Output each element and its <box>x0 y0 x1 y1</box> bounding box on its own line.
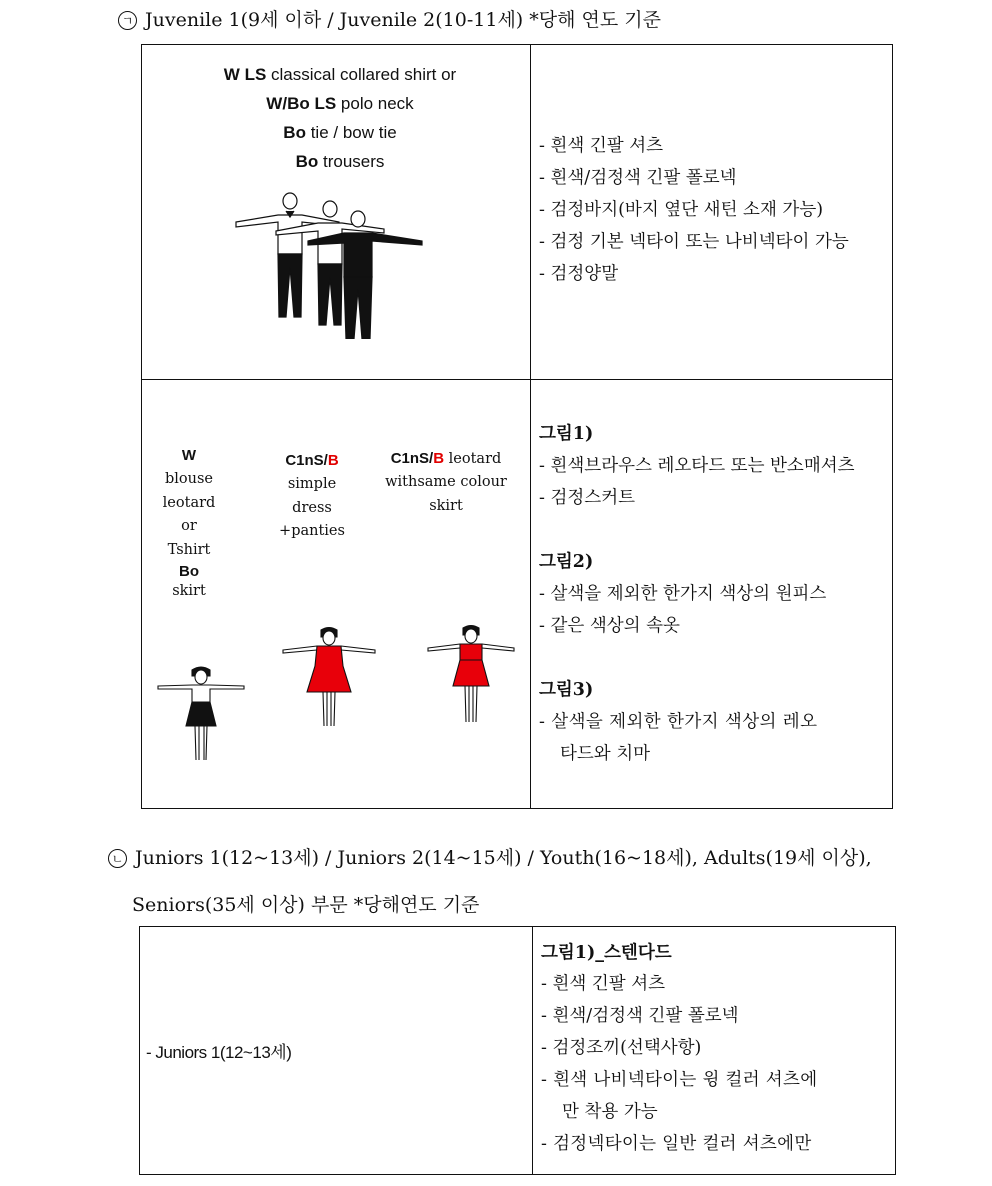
juniors-right-cell <box>533 938 895 1160</box>
group-title: 그림1) <box>539 424 594 444</box>
girls-fig1-caption <box>154 444 224 601</box>
fig2-line: simple <box>287 476 337 492</box>
fig1-line: blouse <box>164 471 213 487</box>
section1-heading-text: Juvenile 1(9세 이하 / Juvenile 2(10-11세) *당해 연도 기준 <box>145 9 661 31</box>
list-item-continuation: 타드와 치마 <box>560 744 651 764</box>
girls-fig2-caption <box>262 449 362 544</box>
girl-figure-blouse-skirt <box>156 664 246 764</box>
group-1 <box>539 418 893 514</box>
girls-fig3-caption <box>380 446 512 518</box>
girls-figure-cell <box>142 380 530 809</box>
group-list <box>539 578 893 642</box>
list-item: - 살색을 제외한 한가지 색상의 레오 <box>539 706 893 738</box>
list-item: - 검정 기본 넥타이 또는 나비넥타이 가능 <box>539 226 893 258</box>
fig3-line: skirt <box>429 497 463 514</box>
boys-caption-line: W/Bo LS polo neck <box>266 94 414 113</box>
fig1-line: or <box>181 518 197 534</box>
juniors-item-list <box>541 968 895 1160</box>
juniors-left-cell <box>146 927 532 1174</box>
list-item: - 흰색브라우스 레오타드 또는 반소매셔츠 <box>539 450 893 482</box>
list-item-continuation: 만 착용 가능 <box>562 1102 658 1122</box>
list-item: - 흰색/검정색 긴팔 폴로넥 <box>539 162 893 194</box>
list-item: - 흰색 나비넥타이는 윙 컬러 셔츠에 <box>541 1064 895 1096</box>
group-list <box>539 450 893 514</box>
section2-heading-line2: Seniors(35세 이상) 부문 *당해연도 기준 <box>132 894 480 916</box>
group-title: 그림3) <box>539 680 594 700</box>
list-item: - 검정양말 <box>539 258 893 290</box>
section2-marker: ㄴ <box>108 849 127 868</box>
group-list <box>539 706 893 770</box>
list-item: - 검정조끼(선택사항) <box>541 1032 895 1064</box>
section1-heading <box>118 11 661 30</box>
list-item: - 흰색 긴팔 셔츠 <box>541 968 895 1000</box>
boys-item-list <box>531 130 893 290</box>
list-item: - 살색을 제외한 한가지 색상의 원피스 <box>539 578 893 610</box>
section1-marker: ㄱ <box>118 11 137 30</box>
fig2-line: dress <box>292 499 332 516</box>
section2-heading <box>108 849 872 868</box>
list-item: - 검정바지(바지 옆단 새틴 소재 가능) <box>539 194 893 226</box>
group-title: 그림1)_스텐다드 <box>541 943 672 963</box>
girl-figure-red-leotard-skirt <box>426 624 516 728</box>
list-item: - 흰색 긴팔 셔츠 <box>539 130 893 162</box>
fig1-line: leotard <box>162 494 216 511</box>
group-3 <box>539 674 893 770</box>
boys-caption <box>142 60 538 176</box>
list-item: - 같은 색상의 속옷 <box>539 610 893 642</box>
fig1-code: W <box>181 447 197 464</box>
list-item: - 검정스커트 <box>539 482 893 514</box>
juniors-category: - Juniors 1(12~13세) <box>146 1043 292 1062</box>
girl-figure-red-dress <box>281 626 377 730</box>
fig2-code: C1nS/B <box>285 452 339 469</box>
section2-heading-line1: Juniors 1(12~13세) / Juniors 2(14~15세) / Youth(16~18세), Adults(19세 이상), <box>135 847 872 869</box>
boys-figures-illustration <box>234 189 434 339</box>
group-title: 그림2) <box>539 552 594 572</box>
boys-caption-line: W LS classical collared shirt or <box>223 65 457 84</box>
juniors-dress-table <box>139 926 896 1175</box>
fig3-code: C1nS/B leotard <box>390 450 502 467</box>
fig2-line: +panties <box>279 523 345 539</box>
fig1-code-2: Bo <box>179 563 199 580</box>
juvenile-dress-table <box>141 44 893 809</box>
boys-text-cell <box>531 130 893 290</box>
girls-text-cell <box>531 418 893 770</box>
fig1-line: Tshirt <box>167 541 211 558</box>
boys-caption-line: Bo trousers <box>295 152 385 171</box>
list-item: - 흰색/검정색 긴팔 폴로넥 <box>541 1000 895 1032</box>
group-2 <box>539 546 893 642</box>
fig3-line: withsame colour <box>385 474 507 490</box>
boys-figure-cell <box>142 45 530 379</box>
list-item: - 검정넥타이는 일반 컬러 셔츠에만 <box>541 1128 895 1160</box>
boys-caption-line: Bo tie / bow tie <box>283 123 397 142</box>
fig1-line: skirt <box>172 583 206 599</box>
